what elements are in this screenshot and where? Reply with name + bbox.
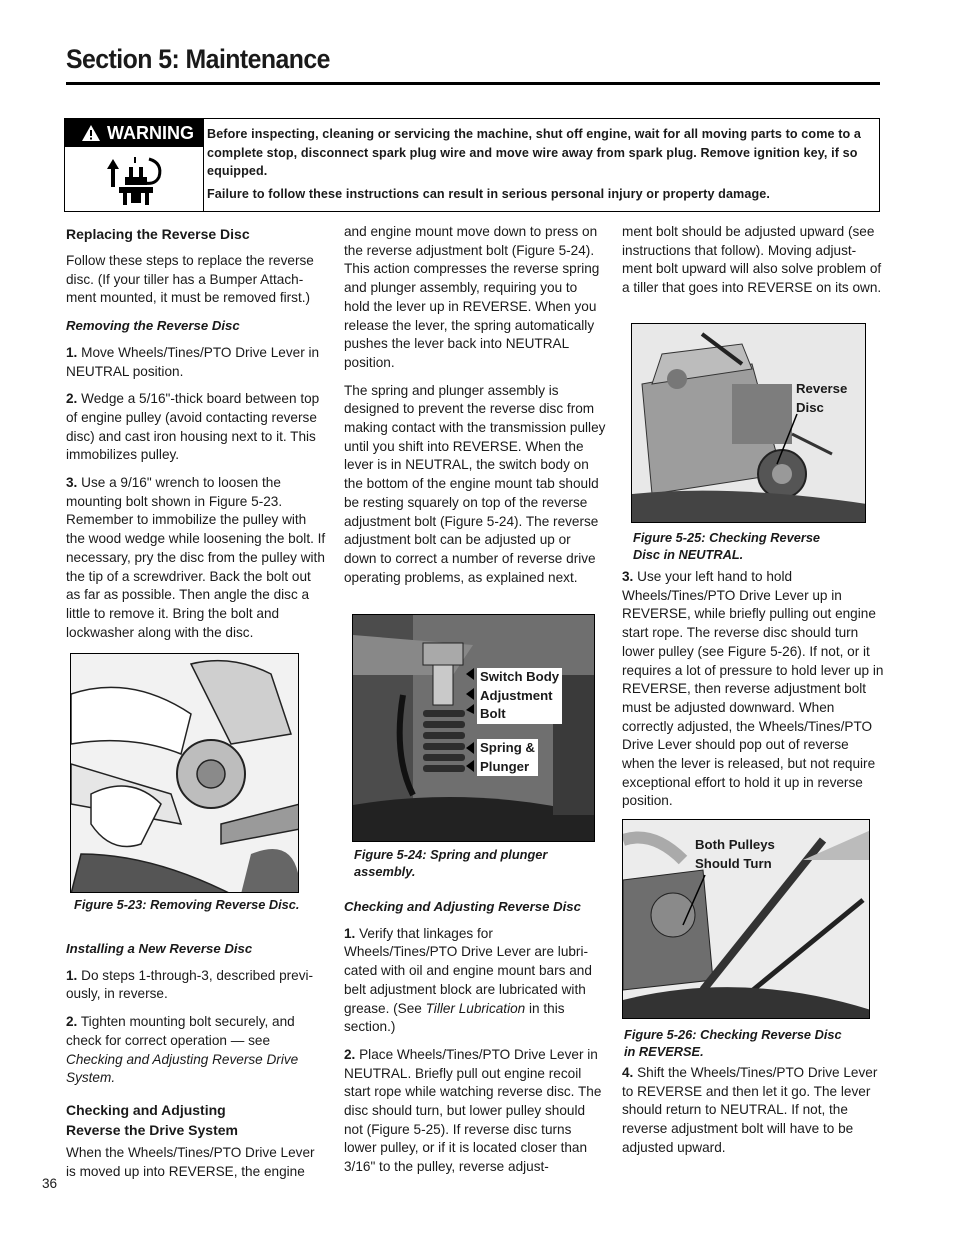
- warning-label: WARNING: [107, 122, 194, 143]
- caption-line: Figure 5-24: Spring and plunger: [354, 847, 548, 862]
- step-number: 2.: [66, 1014, 78, 1030]
- warning-icon-panel: [65, 119, 204, 211]
- figure-5-25-caption: [633, 530, 820, 563]
- step-text: Use a 9/16" wrench to loosen the mounting bolt shown in Figure 5-23. Remember to immobilize the pulley with the wood wedge while loosening the bolt. If necessary, pry the disc from the pulley with the tip of a screwdriver. Back the bolt out as far as possible. Then angle the disc a little to remove it. Bring the bolt and lockwasher along with the disc.: [66, 475, 326, 640]
- step-number: 1.: [66, 344, 78, 360]
- column-1: [66, 224, 328, 651]
- checking-neutral-photo: [632, 324, 866, 523]
- cross-reference: Checking and Adjusting Reverse Drive System.: [66, 1051, 299, 1086]
- section-title: Section 5: Maintenance: [66, 44, 330, 74]
- install-step-1: [66, 967, 328, 1004]
- heading-checking-adjusting: [66, 1100, 328, 1140]
- label-line: Switch Body: [480, 669, 560, 684]
- check-step-1: [344, 925, 606, 1037]
- step-text: Tighten mounting bolt securely, and check for correct operation — see: [66, 1014, 295, 1048]
- spring-plunger-photo: [353, 615, 595, 842]
- step-number: 1.: [66, 967, 78, 983]
- caption-line: Disc in NEUTRAL.: [633, 546, 744, 562]
- caption-line: Figure 5-26: Checking Reverse Disc: [624, 1027, 842, 1042]
- warning-instructions: Before inspecting, cleaning or servicing the machine, shut off engine, wait for all moving parts to come to a complete stop, disconnect spark plug wire and move wire away from spark plug. Remove ignition key, if so equipped.: [207, 127, 861, 178]
- title-rule: [66, 82, 880, 85]
- step-text: Do steps 1-through-3, described previ-ously, in reverse.: [66, 967, 314, 1002]
- paragraph-adjust-upward: ment bolt should be adjusted upward (see instructions that follow). Moving adjust-ment bolt upward will also solve problem of a tiller that goes into REVERSE on its own.: [622, 224, 882, 296]
- install-step-2: [66, 1013, 328, 1088]
- label-line: Should Turn: [695, 855, 772, 871]
- figure-5-23-image: [70, 653, 299, 893]
- figure-5-24-image: [352, 614, 595, 842]
- warning-banner: [65, 119, 203, 147]
- label-line: Plunger: [480, 758, 530, 774]
- warning-text: [207, 125, 873, 207]
- arrow-switch-body-icon: [464, 666, 476, 714]
- check-step-2: [344, 1046, 606, 1177]
- step-text: Place Wheels/Tines/PTO Drive Lever in NEUTRAL. Briefly pull out engine recoil start rope while watching reverse disc. The disc should turn, but lower pulley should not (Figure 5-25). If reverse disc turns lower pulley, or if it is located closer than 3/16" to the pulley, reverse adjust-: [344, 1046, 602, 1175]
- warning-box: [64, 118, 880, 212]
- step-number: 3.: [622, 569, 634, 584]
- step-text: Use your left hand to hold Wheels/Tines/PTO Drive Lever up in REVERSE, while briefly pulling out engine start rope. The reverse disc should turn lower pulley (see Figure 5-26). If not, or it requires a lot of pressure to hold lever up in REVERSE, then reverse adjustment bolt must be adjusted downward. When correctly adjusted, the Wheels/Tines/PTO Drive Lever should pop out of reverse when the lever is released, but not require exceptional effort to hold it up in reverse position.: [622, 569, 884, 809]
- warning-consequence: Failure to follow these instructions can result in serious personal injury or property damage.: [207, 186, 770, 201]
- column-3-middle: [622, 568, 884, 820]
- column-2: [344, 223, 606, 596]
- intro-paragraph: Follow these steps to replace the reverse disc. (If your tiller has a Bumper Attach-ment mounted, it must be removed first.): [66, 253, 314, 306]
- figure-5-23-caption: Figure 5-23: Removing Reverse Disc.: [74, 897, 300, 912]
- arrow-spring-plunger-icon: [464, 740, 476, 772]
- step-text: Move Wheels/Tines/PTO Drive Lever in NEUTRAL position.: [66, 344, 320, 379]
- column-3: [622, 223, 884, 307]
- caption-line: Figure 5-25: Checking Reverse: [633, 530, 821, 545]
- remove-step-1: [66, 344, 328, 381]
- label-reverse-disc: [793, 380, 850, 417]
- figure-5-24-caption: [354, 847, 547, 880]
- label-line: Reverse: [796, 381, 848, 396]
- label-line: Bolt: [480, 706, 506, 721]
- column-2-lower: [344, 898, 606, 1186]
- paragraph-spring-plunger: The spring and plunger assembly is designed to prevent the reverse disc from making contact with the transmission pulley until you shift into REVERSE. When the lever is in NEUTRAL, the switch body on the bottom of the engine mount tab should be resting squarely on top of the reverse adjustment bolt (Figure 5-24). The reverse adjustment bolt can be adjusted up or down to correct a number of reverse drive operating problems, as explained next.: [344, 382, 606, 585]
- column-3-lower: [622, 1064, 884, 1167]
- caption-line: in REVERSE.: [624, 1043, 704, 1059]
- step-number: 1.: [344, 925, 356, 941]
- reverse-intro-paragraph: When the Wheels/Tines/PTO Drive Lever is moved up into REVERSE, the engine: [66, 1144, 315, 1179]
- warning-triangle-icon: [81, 124, 101, 142]
- removing-disc-illustration: [71, 654, 299, 893]
- subheading-removing: Removing the Reverse Disc: [66, 318, 240, 334]
- step-text: in this section.): [344, 1000, 565, 1035]
- label-both-pulleys-should-turn: [692, 836, 778, 873]
- column-1-lower: [66, 934, 328, 1190]
- check-step-3: [622, 568, 884, 811]
- step-number: 3.: [66, 475, 78, 491]
- step-text: Shift the Wheels/Tines/PTO Drive Lever to REVERSE and then let it go. The lever should return to NEUTRAL. If not, the reverse adjustment bolt will have to be adjusted upward.: [622, 1065, 878, 1155]
- step-number: 2.: [344, 1046, 356, 1062]
- step-text: Verify that linkages for Wheels/Tines/PTO Drive Lever are lubri-cated with oil and engine mount bars and belt adjustment block are lubricated with grease. (See: [344, 925, 592, 1016]
- heading-replacing-reverse-disc: Replacing the Reverse Disc: [66, 226, 250, 242]
- label-spring-plunger: [477, 739, 538, 776]
- label-line: Adjustment: [480, 687, 553, 703]
- check-step-4: [622, 1064, 884, 1158]
- step-number: 2.: [66, 391, 78, 407]
- label-switch-body-adjustment-bolt: [477, 668, 562, 724]
- label-line: Spring &: [480, 740, 535, 755]
- figure-5-25-image: [631, 323, 866, 523]
- heading-line: Checking and Adjusting: [66, 1101, 226, 1118]
- label-line: Disc: [796, 399, 824, 415]
- label-line: Both Pulleys: [695, 837, 775, 852]
- caption-line: assembly.: [354, 863, 416, 879]
- heading-line: Reverse the Drive System: [66, 1121, 238, 1138]
- paragraph-reverse-mechanism: and engine mount move down to press on the reverse adjustment bolt (Figure 5-24). This action compresses the reverse spring and plunger assembly, requiring you to hold the lever up in REVERSE. When you release the lever, the spring automatically pushes the lever back into NEUTRAL position.: [344, 224, 600, 370]
- figure-5-26-caption: [624, 1027, 842, 1060]
- subheading-checking-adjusting-disc: Checking and Adjusting Reverse Disc: [344, 899, 581, 914]
- step-number: 4.: [622, 1065, 634, 1080]
- step-text: Wedge a 5/16"-thick board between top of engine pulley (avoid contacting reverse disc) and cast iron housing next to it. This immobilizes pulley.: [66, 391, 320, 463]
- cross-reference: Tiller Lubrication: [425, 1000, 526, 1016]
- page-number: 36: [42, 1176, 58, 1191]
- remove-step-3: [66, 474, 328, 642]
- remove-step-2: [66, 390, 328, 465]
- subheading-installing: Installing a New Reverse Disc: [66, 941, 253, 956]
- spark-plug-disconnect-icon: [99, 155, 171, 207]
